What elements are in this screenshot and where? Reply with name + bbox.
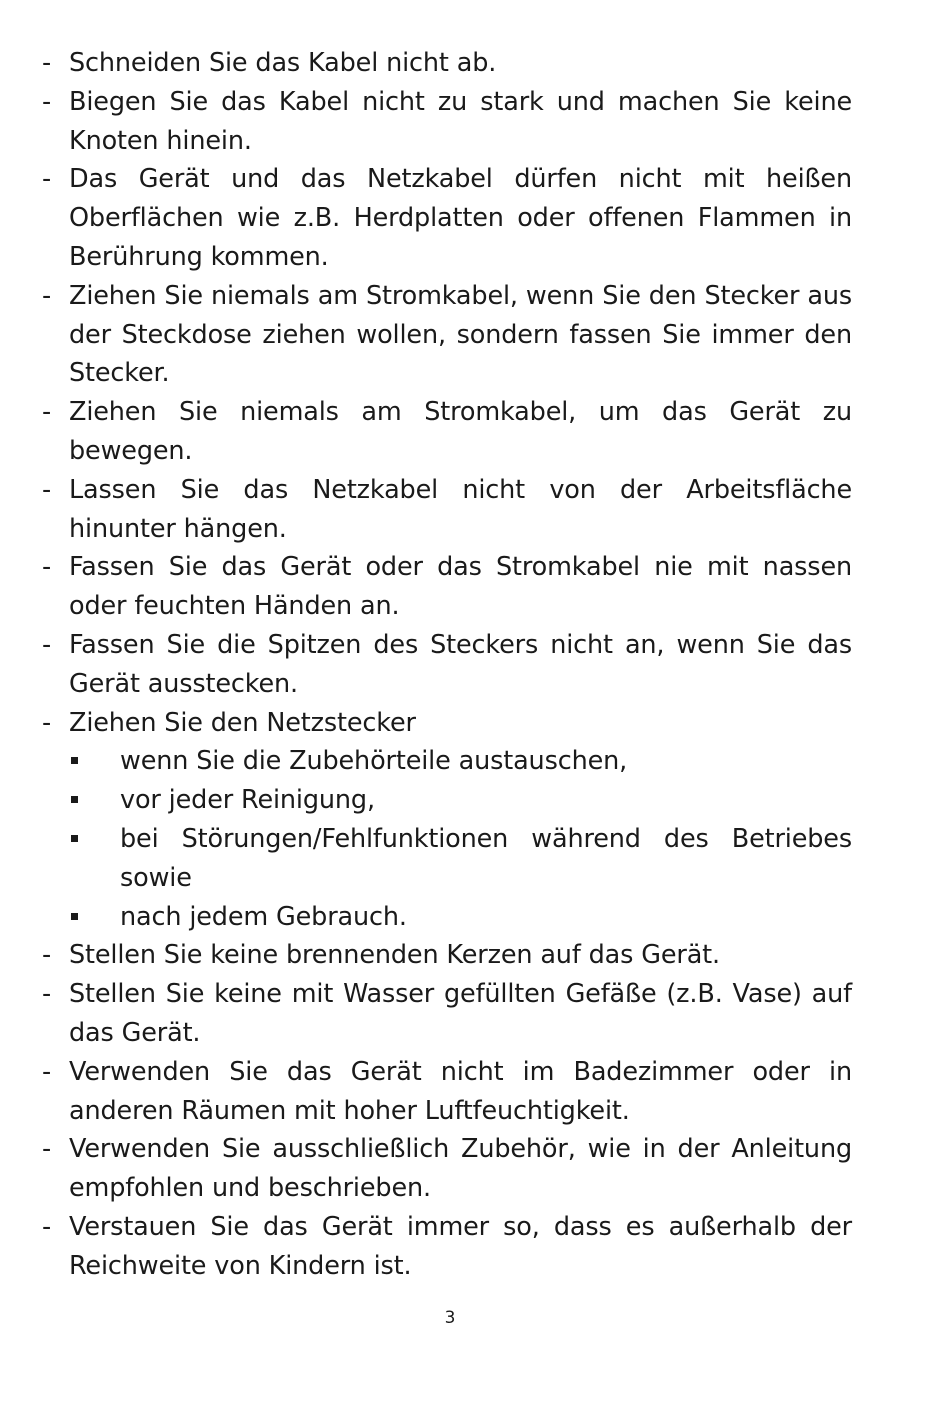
list-item-text: Fassen Sie das Gerät oder das Stromkabel nie mit nassen oder feuchten Händen an. — [69, 552, 852, 622]
sub-list-item — [120, 781, 852, 820]
dash-marker: - — [42, 629, 52, 660]
list-item — [0, 393, 852, 471]
sub-list-item — [120, 898, 852, 937]
dash-marker: - — [42, 1056, 52, 1087]
sub-list-item-text: wenn Sie die Zubehörteile austauschen, — [120, 746, 628, 777]
list-item-text: Verstauen Sie das Gerät immer so, dass es außerhalb der Reichweite von Kindern ist. — [69, 1211, 852, 1281]
sub-list-item-text: vor jeder Reinigung, — [120, 785, 375, 816]
list-item — [0, 471, 852, 549]
list-item-text: Stellen Sie keine mit Wasser gefüllten Gefäße (z.B. Vase) auf das Gerät. — [69, 979, 852, 1048]
list-item — [0, 548, 852, 626]
dash-marker: - — [42, 280, 52, 311]
list-item-text: Verwenden Sie ausschließlich Zubehör, wie in der Anleitung empfohlen und beschrieben. — [69, 1134, 852, 1204]
list-item — [0, 1053, 852, 1131]
list-item-text: Ziehen Sie den Netzstecker — [69, 707, 416, 738]
list-item — [0, 704, 852, 937]
list-item-text: Lassen Sie das Netzkabel nicht von der Arbeitsfläche hinunter hängen. — [69, 474, 852, 544]
square-bullet-icon — [71, 835, 78, 842]
list-item — [0, 83, 852, 161]
unplug-conditions-list — [69, 742, 852, 936]
dash-marker: - — [42, 474, 52, 505]
list-item-text: Verwenden Sie das Gerät nicht im Badezimmer oder in anderen Räumen mit hoher Luftfeuchtigkeit. — [69, 1056, 852, 1126]
dash-marker: - — [42, 940, 52, 971]
list-item-text: Das Gerät und das Netzkabel dürfen nicht mit heißen Oberflächen wie z.B. Herdplatten oder offenen Flammen in Berührung kommen. — [69, 164, 852, 272]
square-bullet-icon — [71, 913, 78, 920]
square-bullet-icon — [71, 757, 78, 764]
list-item — [0, 44, 852, 83]
sub-list-item — [120, 820, 852, 898]
list-item-text: Ziehen Sie niemals am Stromkabel, wenn Sie den Stecker aus der Steckdose ziehen wollen, sondern fassen Sie immer den Stecker. — [69, 280, 852, 389]
list-item — [0, 1130, 852, 1208]
dash-marker: - — [42, 397, 52, 428]
list-item-text: Ziehen Sie niemals am Stromkabel, um das Gerät zu bewegen. — [69, 397, 852, 466]
list-item — [0, 626, 852, 704]
list-item — [0, 160, 852, 276]
dash-marker: - — [42, 707, 52, 738]
safety-instructions-list — [0, 44, 950, 1286]
dash-marker: - — [42, 86, 52, 117]
list-item-text: Fassen Sie die Spitzen des Steckers nicht an, wenn Sie das Gerät ausstecken. — [69, 629, 852, 699]
list-item — [0, 277, 852, 393]
dash-marker: - — [42, 48, 52, 78]
page-number: 3 — [444, 1308, 456, 1328]
list-item-text: Stellen Sie keine brennenden Kerzen auf das Gerät. — [69, 940, 720, 971]
list-item — [0, 975, 852, 1053]
dash-marker: - — [42, 1134, 52, 1165]
list-item-text: Schneiden Sie das Kabel nicht ab. — [69, 48, 497, 78]
list-item — [0, 1208, 852, 1286]
sub-list-item-text: nach jedem Gebrauch. — [120, 901, 407, 932]
list-item-text: Biegen Sie das Kabel nicht zu stark und machen Sie keine Knoten hinein. — [69, 86, 852, 156]
square-bullet-icon — [71, 796, 78, 803]
dash-marker: - — [42, 979, 52, 1010]
list-item — [0, 936, 852, 975]
dash-marker: - — [42, 164, 52, 195]
sub-list-item-text: bei Störungen/Fehlfunktionen während des Betriebes sowie — [120, 823, 852, 893]
document-page — [0, 44, 950, 1286]
dash-marker: - — [42, 552, 52, 583]
sub-list-item — [120, 742, 852, 781]
dash-marker: - — [42, 1211, 52, 1242]
